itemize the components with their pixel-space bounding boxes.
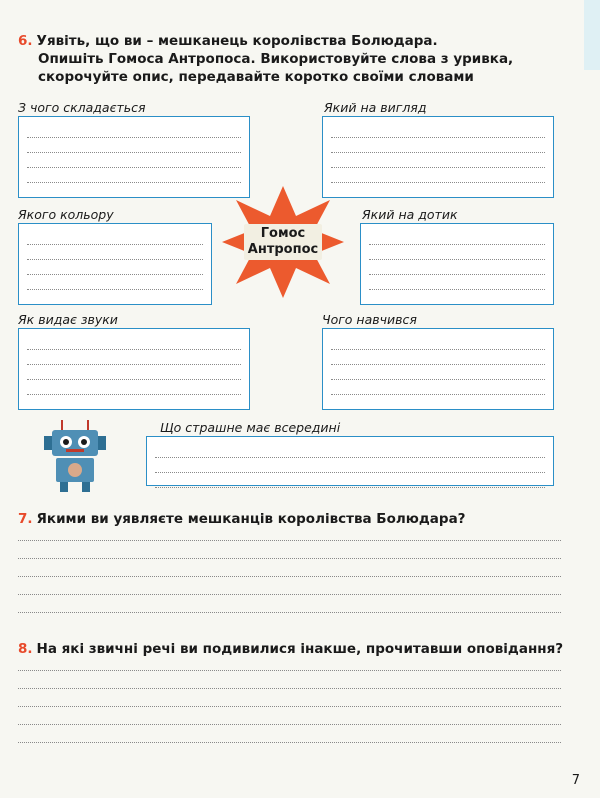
- answer-line[interactable]: [18, 540, 561, 541]
- label-touch: Який на дотик: [362, 207, 458, 222]
- answer-line[interactable]: [18, 558, 561, 559]
- task-6-heading: [18, 32, 438, 50]
- answer-line[interactable]: [18, 706, 561, 707]
- answer-line[interactable]: [18, 576, 561, 577]
- task-7-heading: [18, 510, 466, 528]
- composition-box[interactable]: [18, 116, 250, 198]
- answer-line[interactable]: [18, 594, 561, 595]
- answer-line[interactable]: [18, 612, 561, 613]
- center-star: [218, 182, 348, 302]
- label-sounds: Як видає звуки: [18, 312, 118, 327]
- sounds-box[interactable]: [18, 328, 250, 410]
- robot-icon: [40, 418, 110, 496]
- task-8-text: На які звичні речі ви подивилися інакше, прочитавши оповідання?: [36, 641, 564, 657]
- inside-box[interactable]: [146, 436, 554, 486]
- color-box[interactable]: [18, 223, 212, 305]
- task-6-line-3: скорочуйте опис, передавайте коротко своїми словами: [38, 69, 474, 85]
- center-title-line-2: Антропос: [247, 242, 319, 257]
- learned-box[interactable]: [322, 328, 554, 410]
- task-6-number: 6.: [18, 33, 33, 49]
- task-6-line-1: Уявіть, що ви – мешканець королівства Болюдара.: [36, 33, 438, 49]
- answer-line[interactable]: [18, 688, 561, 689]
- task-6-line-2: Опишіть Гомоса Антропоса. Використовуйте слова з уривка,: [38, 51, 514, 67]
- page-edge-decoration: [578, 0, 600, 70]
- task-7-number: 7.: [18, 511, 33, 527]
- center-title-line-1: Гомос: [260, 226, 306, 241]
- task-8-number: 8.: [18, 641, 33, 657]
- task-7-text: Якими ви уявляєте мешканців королівства Болюдара?: [36, 511, 466, 527]
- center-title-box: [244, 224, 322, 260]
- answer-line[interactable]: [18, 724, 561, 725]
- appearance-box[interactable]: [322, 116, 554, 198]
- answer-line[interactable]: [18, 670, 561, 671]
- label-color: Якого кольору: [18, 207, 114, 222]
- task-8-heading: [18, 640, 563, 658]
- label-learned: Чого навчився: [322, 312, 417, 327]
- label-composition: З чого складається: [18, 100, 146, 115]
- answer-line[interactable]: [18, 742, 561, 743]
- label-inside: Що страшне має всередині: [160, 420, 341, 435]
- page-number: 7: [571, 773, 580, 788]
- touch-box[interactable]: [360, 223, 554, 305]
- label-appearance: Який на вигляд: [324, 100, 427, 115]
